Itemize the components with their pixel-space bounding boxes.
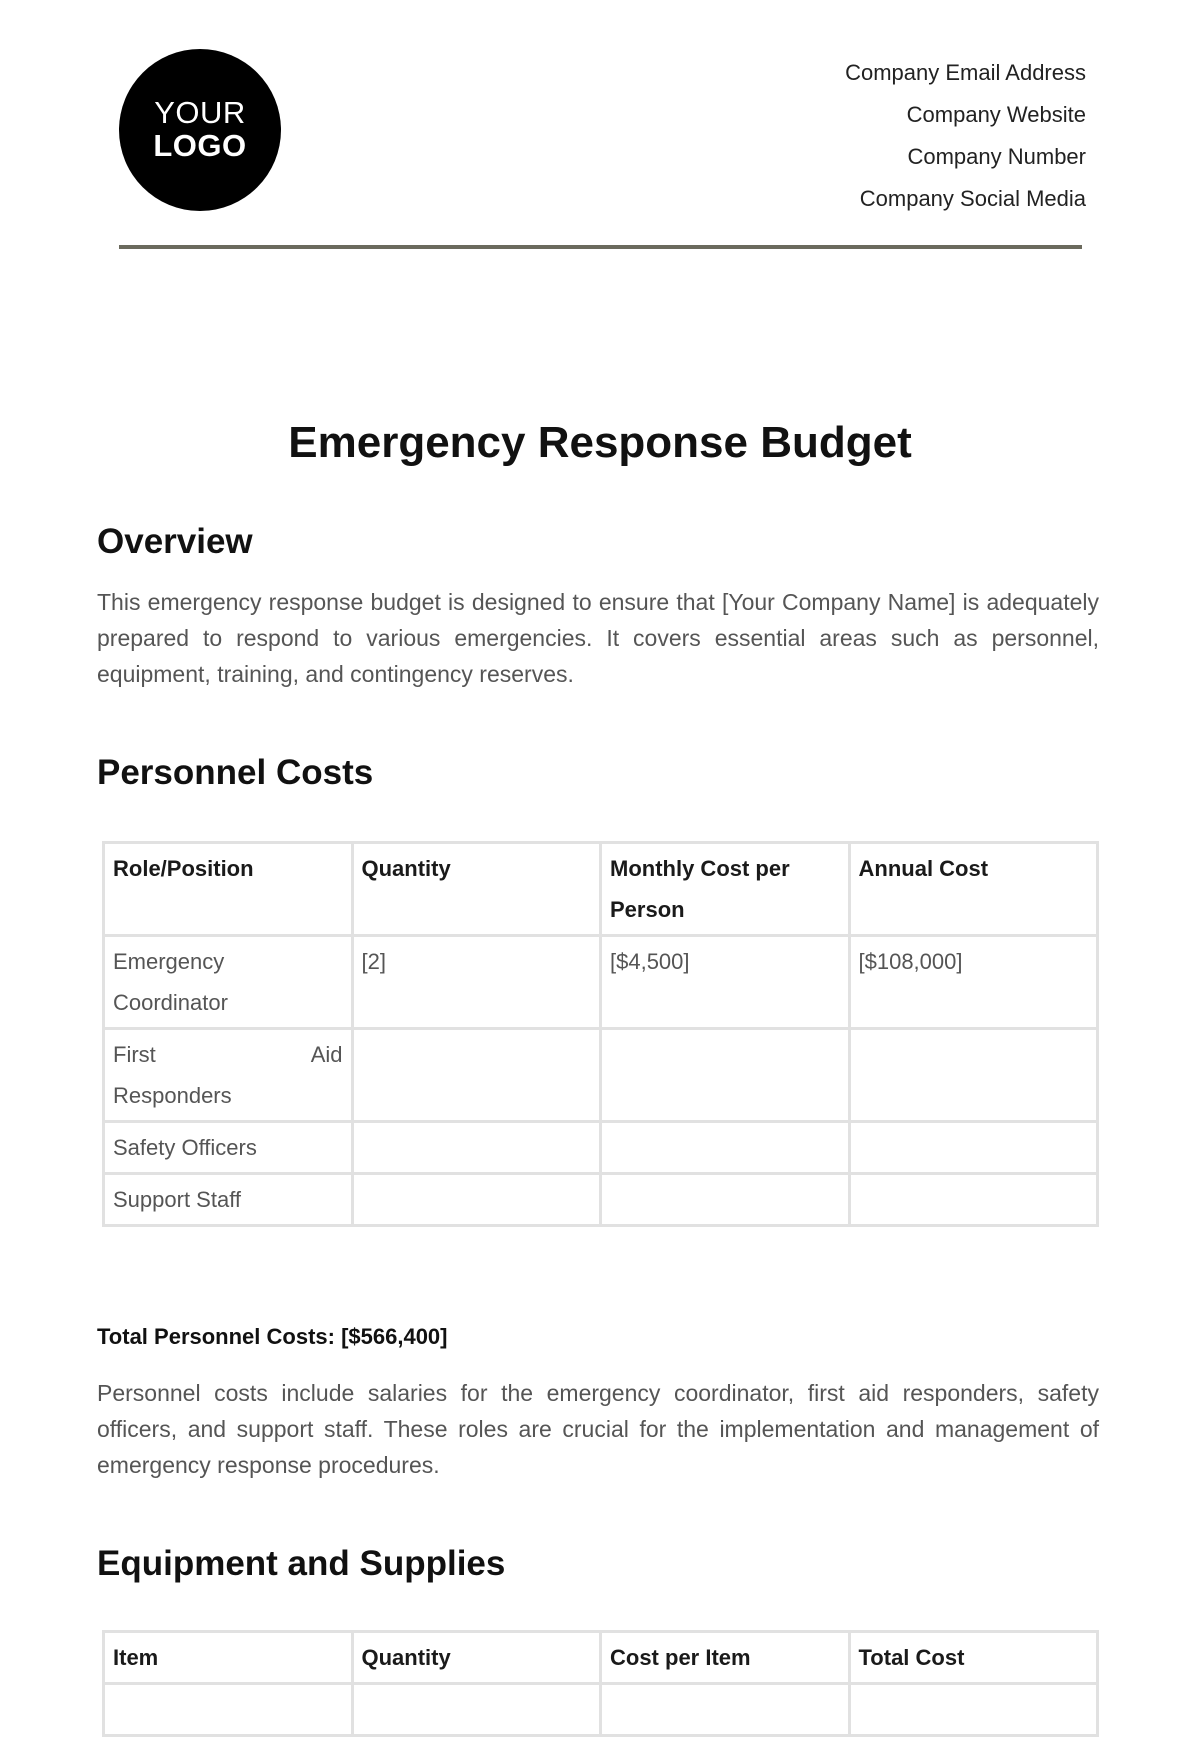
table-cell-quantity: [352, 1122, 601, 1174]
table-cell-role-word3: Responders: [113, 1083, 232, 1108]
table-cell-annual-cost: [849, 1029, 1098, 1122]
table-cell-annual-cost: [849, 1174, 1098, 1226]
document-title: Emergency Response Budget: [288, 418, 912, 467]
equipment-supplies-heading: Equipment and Supplies: [97, 1544, 506, 1583]
table-cell-quantity: [352, 1684, 601, 1736]
table-cell-item: [104, 1684, 353, 1736]
company-logo: [119, 49, 281, 211]
table-cell-cost-per-item: [601, 1684, 850, 1736]
column-header-cost-per-item: Cost per Item: [601, 1632, 850, 1684]
company-number: Company Number: [907, 144, 1086, 169]
table-cell-annual-cost: [849, 1122, 1098, 1174]
equipment-supplies-table: [102, 1630, 1099, 1737]
column-header-total-cost: Total Cost: [849, 1632, 1098, 1684]
table-cell-monthly-cost: [$4,500]: [601, 936, 850, 1029]
table-cell-quantity: [2]: [352, 936, 601, 1029]
column-header-quantity: Quantity: [352, 1632, 601, 1684]
logo-text-line1: YOUR: [154, 95, 246, 131]
table-row: [104, 1122, 1098, 1174]
table-cell-total-cost: [849, 1684, 1098, 1736]
table-cell-role: Safety Officers: [104, 1122, 353, 1174]
overview-heading: Overview: [97, 522, 253, 561]
personnel-costs-note: Personnel costs include salaries for the emergency coordinator, first aid responders, safety officers, and support staff. These roles are crucial for the implementation and management of emergency response procedures.: [97, 1380, 1099, 1478]
table-row: [104, 1684, 1098, 1736]
table-row: [104, 1029, 1098, 1122]
table-cell-role: [104, 1029, 353, 1122]
company-contact-block: [845, 52, 1086, 220]
column-header-role: Role/Position: [104, 843, 353, 936]
table-cell-annual-cost: [$108,000]: [849, 936, 1098, 1029]
company-website: Company Website: [906, 102, 1086, 127]
personnel-costs-heading: Personnel Costs: [97, 753, 374, 792]
company-email: Company Email Address: [845, 60, 1086, 85]
table-cell-monthly-cost: [601, 1029, 850, 1122]
column-header-quantity: Quantity: [352, 843, 601, 936]
header-divider: [119, 245, 1082, 249]
personnel-costs-table: [102, 841, 1099, 1227]
table-cell-monthly-cost: [601, 1122, 850, 1174]
table-cell-monthly-cost: [601, 1174, 850, 1226]
table-cell-role-word1: First: [113, 1042, 156, 1067]
logo-text-line2: LOGO: [153, 128, 247, 163]
table-cell-role-word2: Aid: [310, 1042, 343, 1067]
column-header-item: Item: [104, 1632, 353, 1684]
column-header-monthly-cost: Monthly Cost per Person: [601, 843, 850, 936]
table-cell-role: Emergency Coordinator: [104, 936, 353, 1029]
total-personnel-costs: Total Personnel Costs: [$566,400]: [97, 1324, 448, 1349]
table-header-row: [104, 843, 1098, 936]
column-header-annual-cost: Annual Cost: [849, 843, 1098, 936]
company-social-media: Company Social Media: [859, 186, 1086, 211]
table-header-row: [104, 1632, 1098, 1684]
table-row: [104, 936, 1098, 1029]
overview-paragraph: This emergency response budget is designed to ensure that [Your Company Name] is adequately prepared to respond to various emergencies. It covers essential areas such as personnel, equipment, training, and contingency reserves.: [97, 589, 1099, 687]
table-cell-quantity: [352, 1174, 601, 1226]
table-cell-quantity: [352, 1029, 601, 1122]
table-row: [104, 1174, 1098, 1226]
table-cell-role: Support Staff: [104, 1174, 353, 1226]
